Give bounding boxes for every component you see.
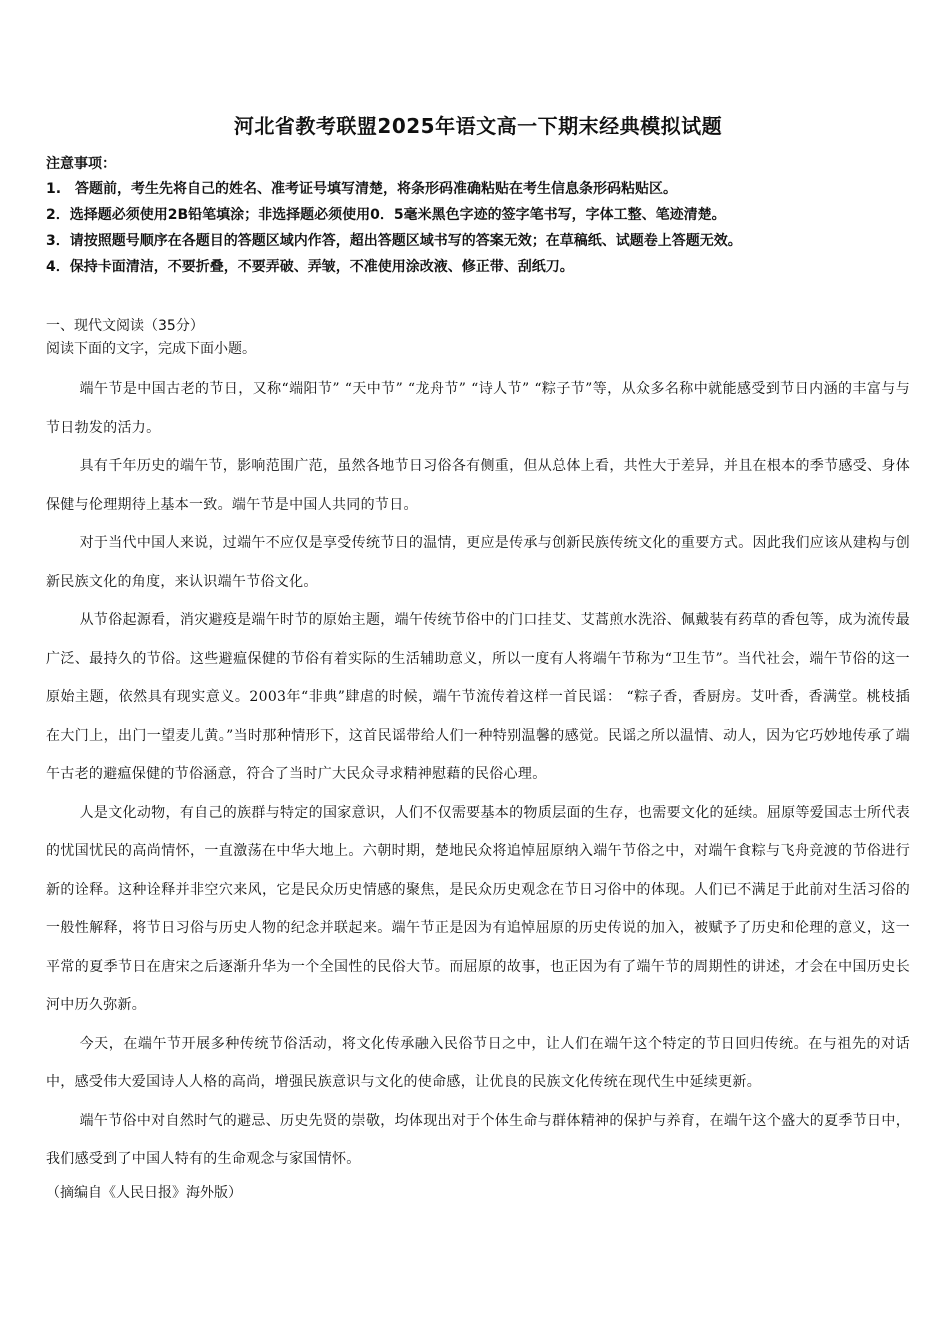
notice-item: 2．选择题必须使用2B铅笔填涂；非选择题必须使用0．5毫米黑色字迹的签字笔书写，字体工整、笔迹清楚。 [46, 207, 726, 223]
passage-paragraph: 今天，在端午节开展多种传统节俗活动，将文化传承融入民俗节日之中，让人们在端午这个特定的节日回归传统。在与祖先的对话中，感受伟大爱国诗人人格的高尚，增强民族意识与文化的使命感，让优良的民族文化传统在现代生中延续更新。 [46, 1035, 910, 1090]
passage-source: （摘编自《人民日报》海外版） [46, 1184, 242, 1201]
notice-list [46, 176, 910, 280]
reading-section [46, 314, 910, 1205]
passage-paragraph: 端午节是中国古老的节日，又称“端阳节” “天中节” “龙舟节” “诗人节” “粽子节”等，从众多名称中就能感受到节日内涵的丰富与与节日勃发的活力。 [46, 381, 910, 436]
notice-item: 3．请按照题号顺序在各题目的答题区域内作答，超出答题区域书写的答案无效；在草稿纸、试题卷上答题无效。 [46, 233, 742, 249]
section-heading: 一、现代文阅读（35分） [46, 318, 204, 334]
notice-block [46, 152, 910, 280]
notice-item: 1. 答题前，考生先将自己的姓名、准考证号填写清楚，将条形码准确粘贴在考生信息条形码粘贴区。 [46, 181, 678, 197]
notice-item: 4．保持卡面清洁，不要折叠，不要弄破、弄皱，不准使用涂改液、修正带、刮纸刀。 [46, 259, 574, 275]
passage-paragraph: 具有千年历史的端午节，影响范围广范，虽然各地节日习俗各有侧重，但从总体上看，共性大于差异，并且在根本的季节感受、身体保健与伦理期待上基本一致。端午节是中国人共同的节日。 [46, 458, 910, 513]
exam-page [46, 112, 910, 1205]
passage-paragraph: 对于当代中国人来说，过端午不应仅是享受传统节日的温情，更应是传承与创新民族传统文化的重要方式。因此我们应该从建构与创新民族文化的角度，来认识端午节俗文化。 [46, 535, 910, 590]
section-instruction: 阅读下面的文字，完成下面小题。 [46, 341, 256, 357]
passage-paragraph: 人是文化动物，有自己的族群与特定的国家意识，人们不仅需要基本的物质层面的生存，也需要文化的延续。屈原等爱国志士所代表的忧国忧民的高尚情怀，一直激荡在中华大地上。六朝时期，楚地民众将追悼屈原纳入端午节俗之中，对端午食粽与飞舟竞渡的节俗进行新的诠释。这种诠释并非空穴来风，它是民众历史情感的聚焦，是民众历史观念在节日习俗中的体现。人们已不满足于此前对生活习俗的一般性解释，将节日习俗与历史人物的纪念并联起来。端午节正是因为有追悼屈原的历史传说的加入，被赋予了历史和伦理的意义，这一平常的夏季节日在唐宋之后逐渐升华为一个全国性的民俗大节。而屈原的故事，也正因为有了端午节的周期性的讲述，才会在中国历史长河中历久弥新。 [46, 804, 910, 1013]
passage-paragraph: 端午节俗中对自然时气的避忌、历史先贤的崇敬，均体现出对于个体生命与群体精神的保护与养育，在端午这个盛大的夏季节日中，我们感受到了中国人特有的生命观念与家国情怀。 [46, 1112, 910, 1167]
notice-heading: 注意事项： [46, 156, 116, 172]
exam-title: 河北省教考联盟2025年语文高一下期末经典模拟试题 [233, 114, 723, 138]
passage-paragraph: 从节俗起源看，消灾避疫是端午时节的原始主题，端午传统节俗中的门口挂艾、艾蒿煎水洗浴、佩戴装有药草的香包等，成为流传最广泛、最持久的节俗。这些避瘟保健的节俗有着实际的生活辅助意义，所以一度有人将端午节称为“卫生节”。当代社会，端午节俗的这一原始主题，依然具有现实意义。2003年“非典”肆虐的时候，端午节流传着这样一首民谣： “粽子香，香厨房。艾叶香，香满堂。桃枝插在大门上，出门一望麦儿黄。”当时那种情形下，这首民谣带给人们一种特别温馨的感觉。民谣之所以温情、动人，因为它巧妙地传承了端午古老的避瘟保健的节俗涵意，符合了当时广大民众寻求精神慰藉的民俗心理。 [46, 612, 910, 782]
